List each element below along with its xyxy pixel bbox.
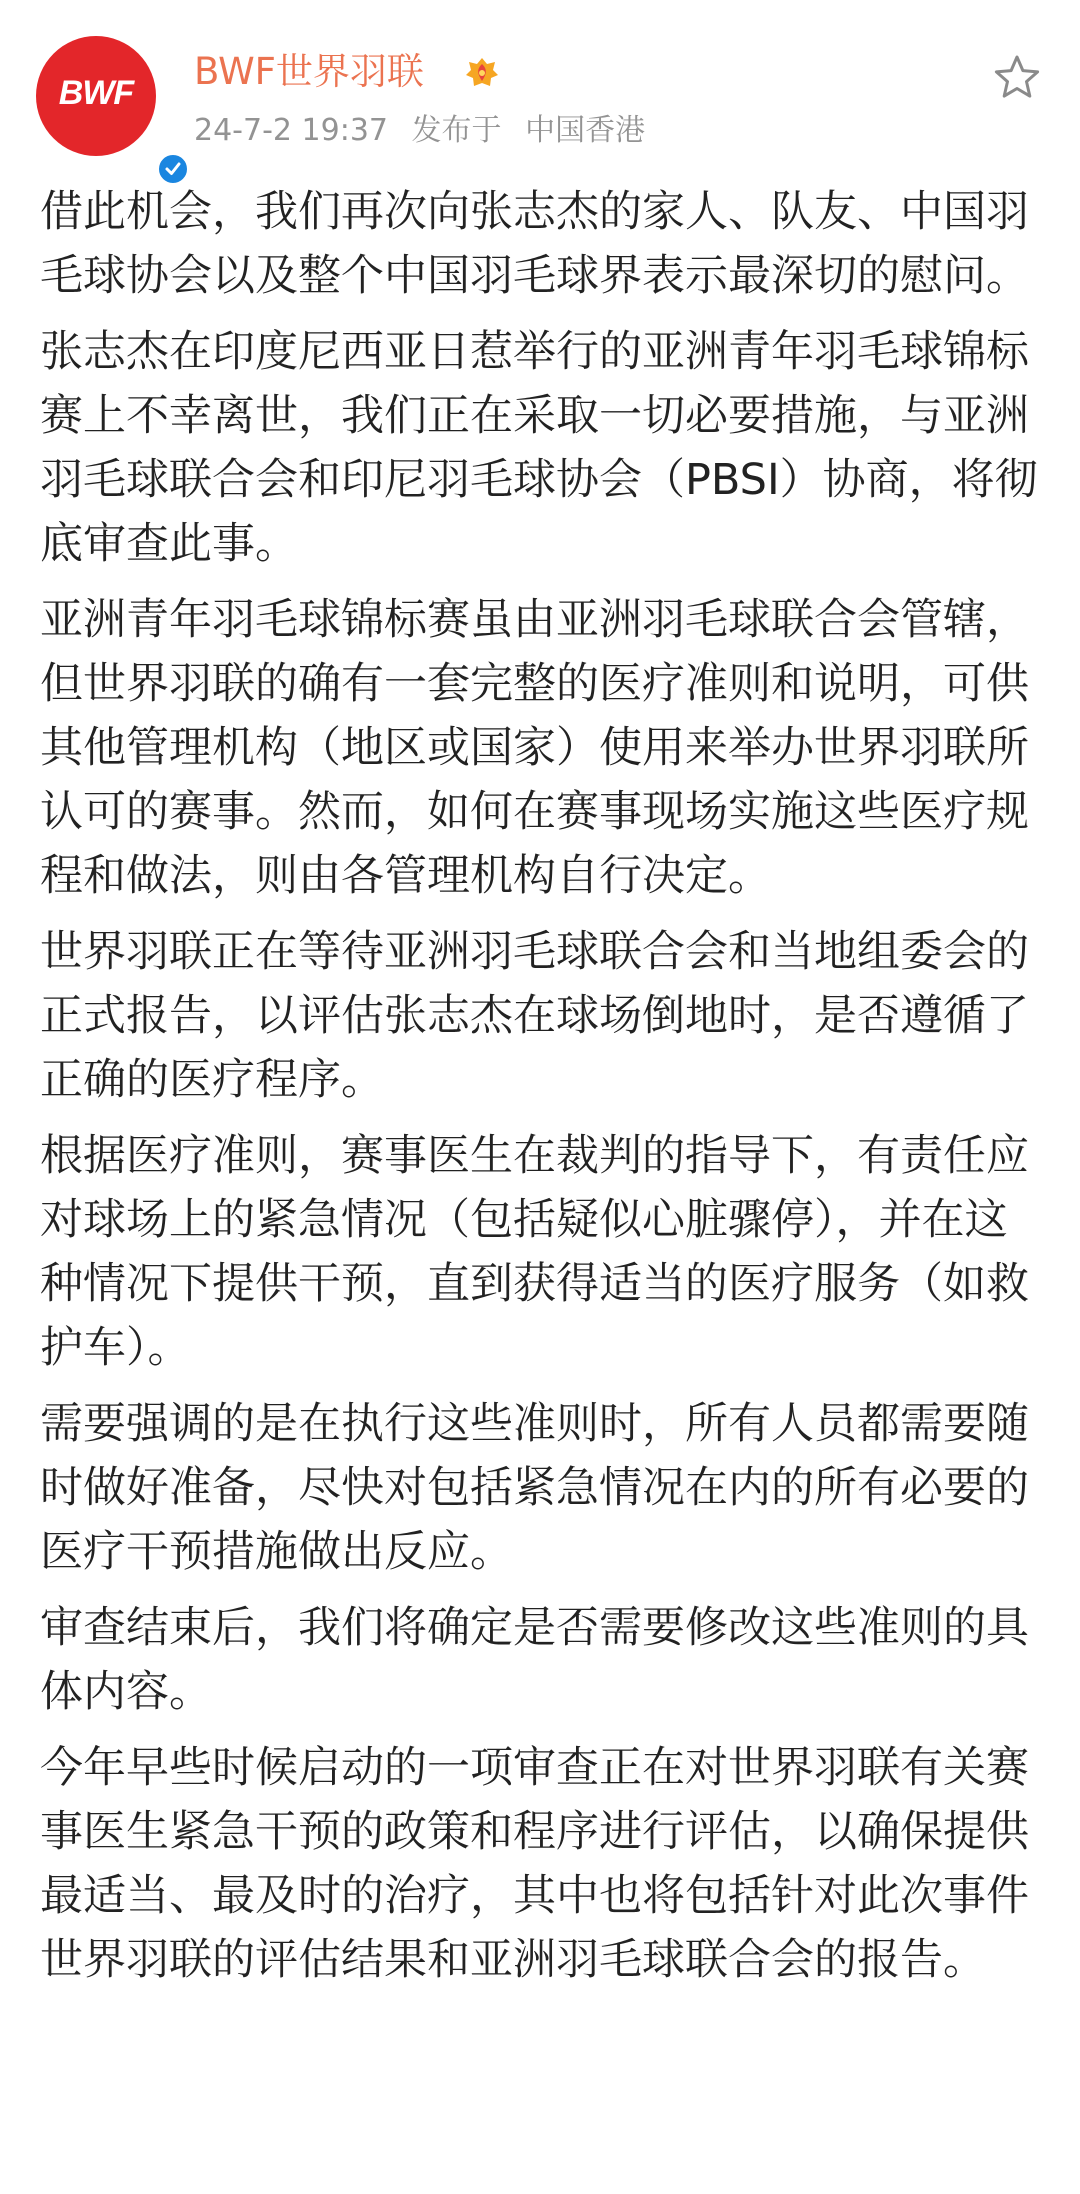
post-meta: [194, 111, 659, 151]
paragraph: 审查结束后，我们将确定是否需要修改这些准则的具体内容。: [40, 1603, 1029, 1717]
avatar-logo-text: BWF: [58, 74, 134, 112]
post-body: [40, 180, 1048, 2004]
post-header: [0, 0, 1080, 160]
paragraph: 借此机会，我们再次向张志杰的家人、队友、中国羽毛球协会以及整个中国羽毛球界表示最深切的慰问。: [40, 187, 1029, 301]
fan-badge-icon[interactable]: [463, 54, 501, 92]
star-icon[interactable]: [992, 52, 1042, 102]
avatar[interactable]: [36, 36, 156, 156]
paragraph: 世界羽联正在等待亚洲羽毛球联合会和当地组委会的正式报告，以评估张志杰在球场倒地时，是否遵循了正确的医疗程序。: [40, 927, 1029, 1105]
post-date: 24-7-2 19:37: [194, 113, 388, 148]
post-location: 中国香港: [525, 113, 646, 148]
paragraph: 张志杰在印度尼西亚日惹举行的亚洲青年羽毛球锦标赛上不幸离世，我们正在采取一切必要措施，与亚洲羽毛球联合会和印尼羽毛球协会（PBSI）协商，将彻底审查此事。: [40, 327, 1038, 569]
username[interactable]: BWF世界羽联: [194, 50, 424, 93]
paragraph: 需要强调的是在执行这些准则时，所有人员都需要随时做好准备，尽快对包括紧急情况在内的所有必要的医疗干预措施做出反应。: [40, 1399, 1029, 1577]
paragraph: 亚洲青年羽毛球锦标赛虽由亚洲羽毛球联合会管辖，但世界羽联的确有一套完整的医疗准则和说明，可供其他管理机构（地区或国家）使用来举办世界羽联所认可的赛事。然而，如何在赛事现场实施这些医疗规程和做法，则由各管理机构自行决定。: [40, 595, 1029, 901]
published-label: 发布于: [411, 113, 502, 148]
paragraph: 今年早些时候启动的一项审查正在对世界羽联有关赛事医生紧急干预的政策和程序进行评估，以确保提供最适当、最及时的治疗，其中也将包括针对此次事件世界羽联的评估结果和亚洲羽毛球联合会的报告。: [40, 1743, 1029, 1985]
paragraph: 根据医疗准则，赛事医生在裁判的指导下，有责任应对球场上的紧急情况（包括疑似心脏骤停），并在这种情况下提供干预，直到获得适当的医疗服务（如救护车）。: [40, 1131, 1029, 1373]
